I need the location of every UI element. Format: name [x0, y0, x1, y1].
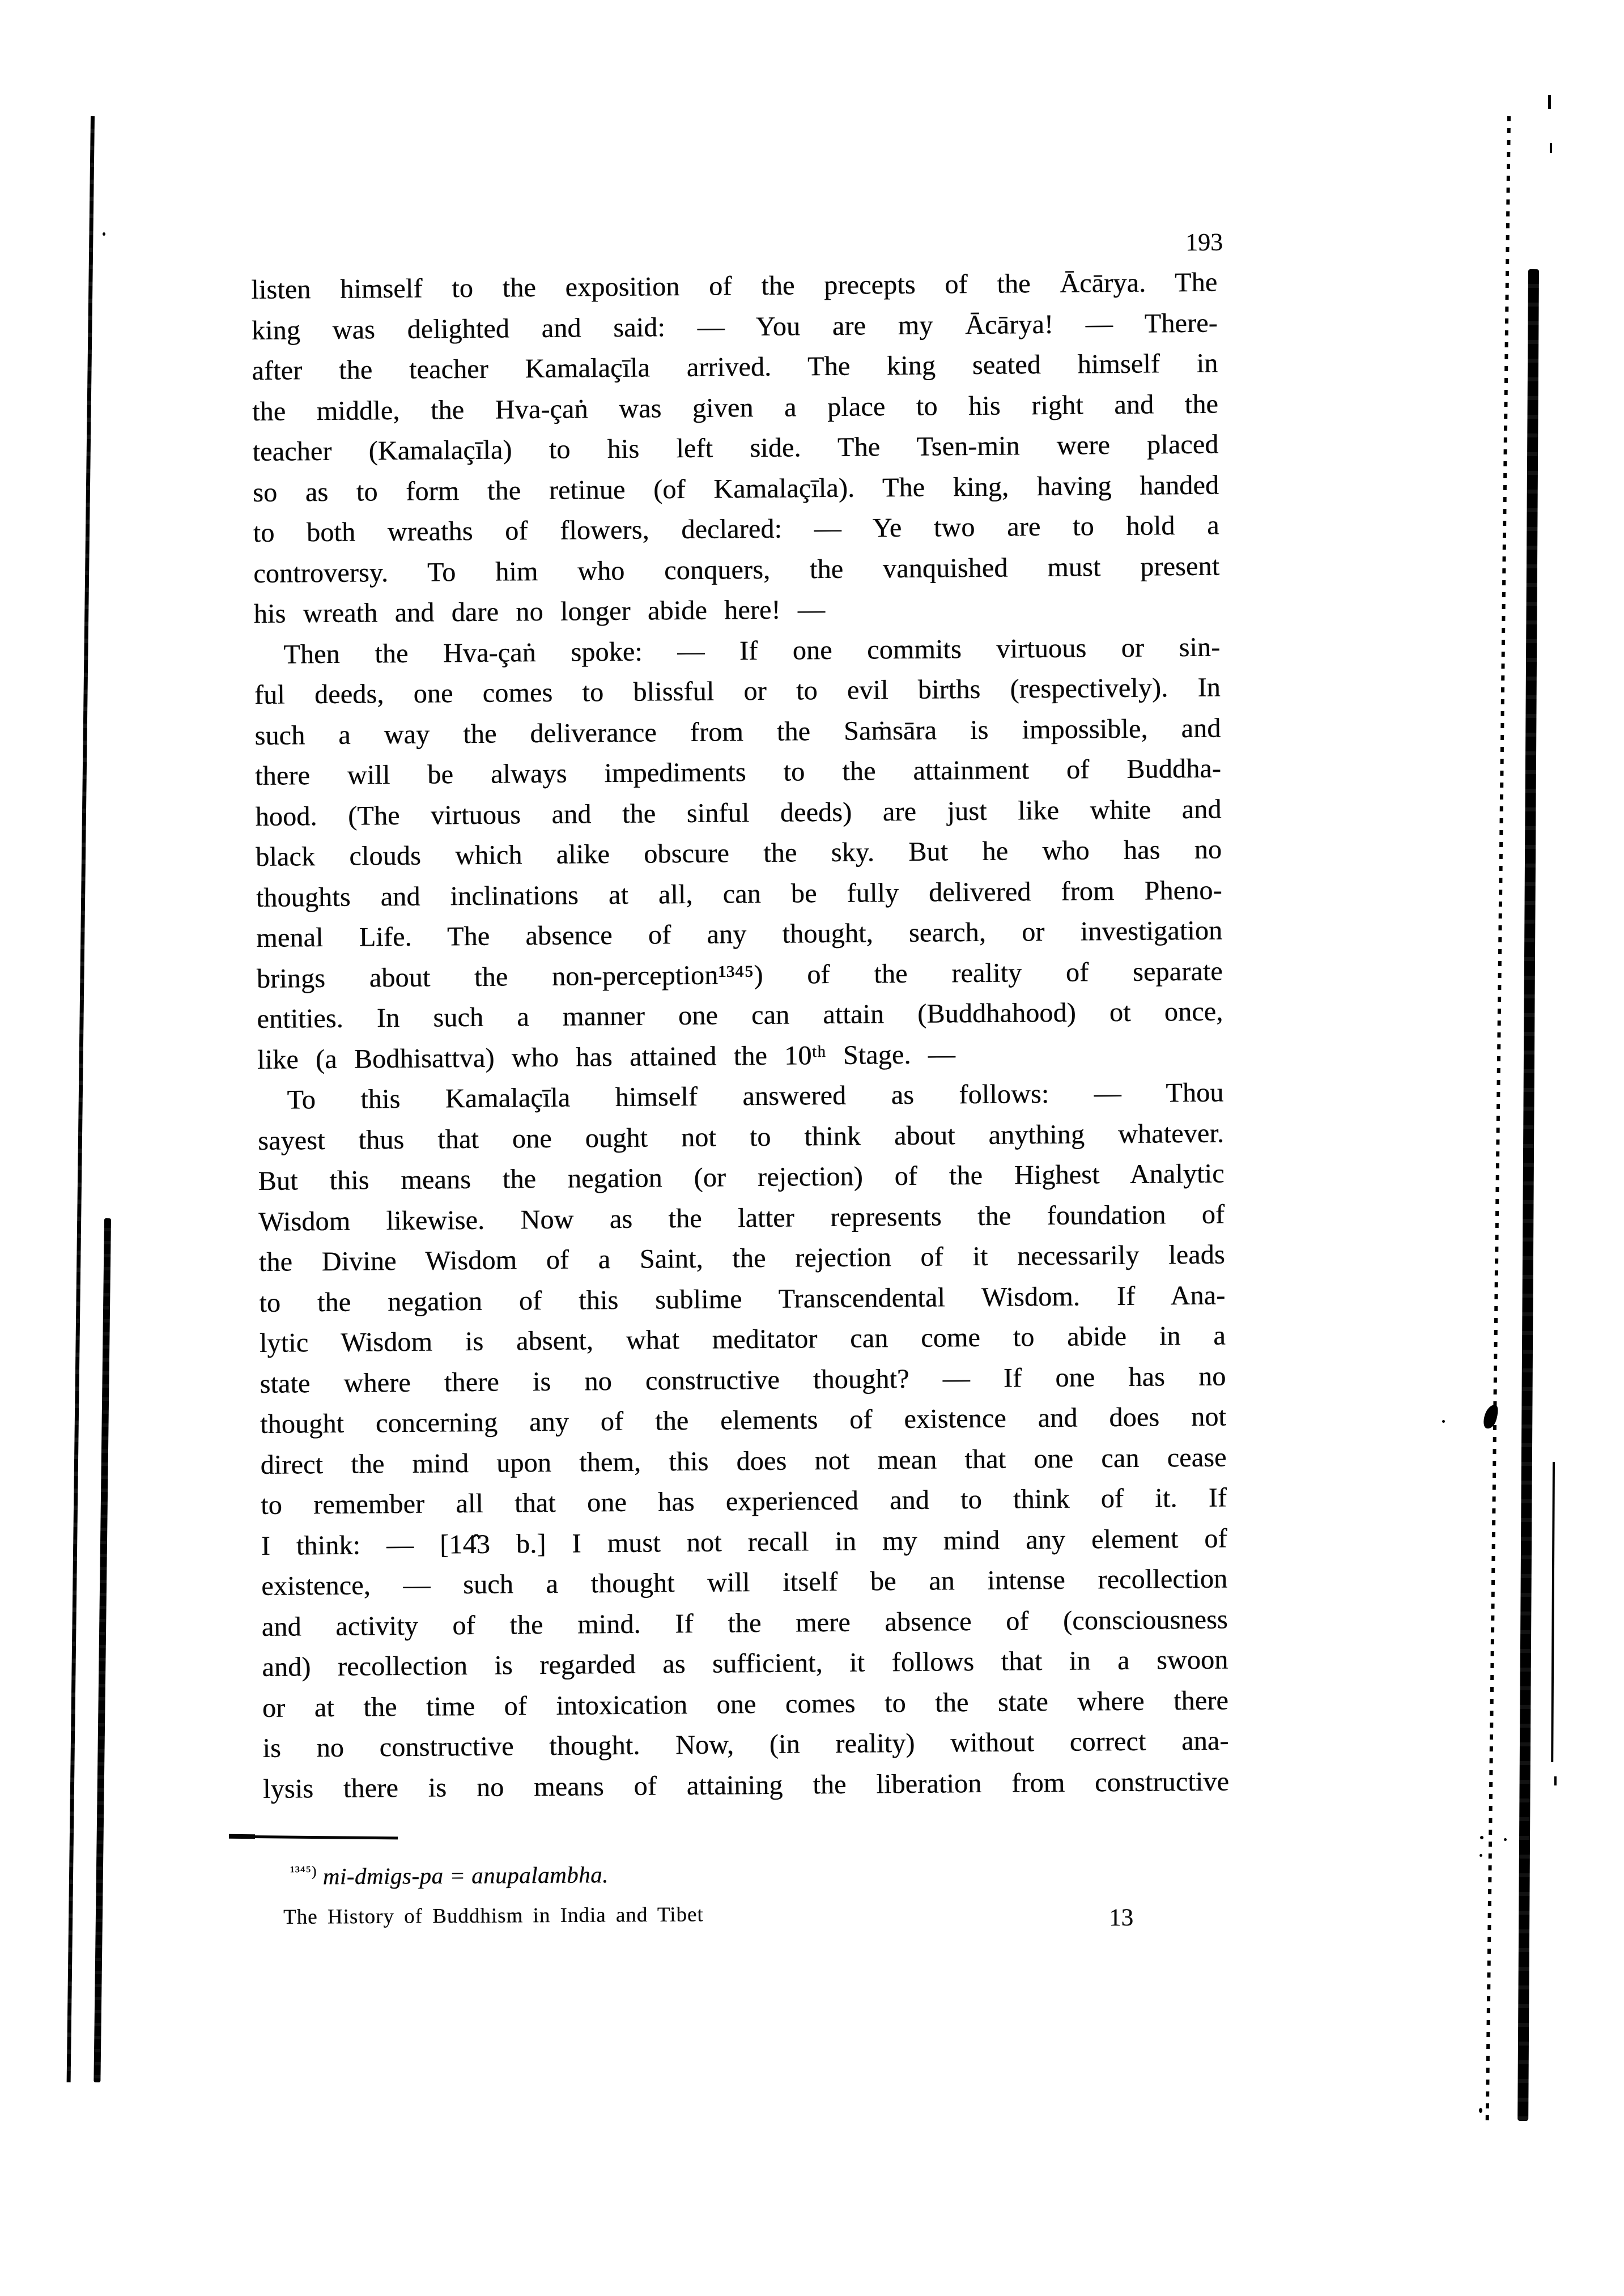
footnote-marker: ¹³⁴⁵) — [290, 1863, 317, 1880]
text-line: and) recollection is regarded as sufficient, it follows that in a swoon — [262, 1644, 1228, 1682]
text-line: his wreath and dare no longer abide here! — — [253, 594, 826, 629]
speck — [1480, 1854, 1482, 1857]
text-line: But this means the negation (or rejection) of the Highest Analytic — [258, 1158, 1225, 1196]
footnote-separator-rule-tip — [229, 1834, 255, 1839]
text-line: Wisdom likewise. Now as the latter represents the foundation of — [258, 1199, 1225, 1237]
text-line: thoughts and inclinations at all, can be fully delivered from Pheno- — [256, 875, 1222, 913]
text-line: sayest thus that one ought not to think about anything whatever. — [257, 1118, 1225, 1156]
text-line: hood. (The virtuous and the sinful deeds) are just like white and — [255, 794, 1222, 832]
scan-dash — [1550, 143, 1552, 153]
footer-page-number: 13 — [1109, 1904, 1133, 1931]
left-binding-line-lower — [93, 1218, 111, 2082]
text-line: black clouds which alike obscure the sky. But he who has no — [255, 834, 1222, 872]
body-text — [251, 262, 1229, 1809]
ink-blot — [1481, 1403, 1501, 1431]
text-line: To this Kamalaçīla himself answered as follows: — Thou — [287, 1077, 1224, 1115]
right-binding-speckle-line — [1486, 116, 1511, 2120]
text-line: is no constructive thought. Now, (in reality) without correct ana- — [262, 1725, 1229, 1763]
text-line: such a way the deliverance from the Saṁsāra is impossible, and — [254, 713, 1221, 751]
text-line: controversy. To him who conquers, the vanquished must present — [253, 551, 1220, 589]
text-line: like (a Bodhisattva) who has attained the 10ᵗʰ Stage. — — [257, 1039, 956, 1075]
text-line: I think: — [14̂3 b.] I must not recall in my mind any element of — [261, 1523, 1227, 1561]
text-line: to both wreaths of flowers, declared: — Ye two are to hold a — [253, 510, 1219, 548]
text-line: or at the time of intoxication one comes to the state where there — [262, 1685, 1229, 1723]
running-footer-title: The History of Buddhism in India and Tibet — [283, 1903, 704, 1929]
text-line: so as to form the retinue (of Kamalaçīla). The king, having handed — [252, 470, 1219, 508]
text-line: lysis there is no means of attaining the liberation from constructive — [262, 1766, 1230, 1804]
text-line: after the teacher Kamalaçīla arrived. The king seated himself in — [252, 348, 1218, 386]
speck — [1504, 1838, 1507, 1841]
text-line: teacher (Kamalaçīla) to his left side. The Tsen-min were placed — [252, 429, 1219, 467]
text-line: entities. In such a manner one can attain (Buddhahood) ot once, — [257, 996, 1223, 1034]
text-line: direct the mind upon them, this does not mean that one can cease — [260, 1442, 1227, 1480]
speck — [1442, 1420, 1445, 1423]
text-line: the middle, the Hva-çaṅ was given a place to his right and the — [252, 389, 1219, 427]
footnote-text: mi-dmigs-pa = anupalambha. — [322, 1861, 609, 1890]
text-line: menal Life. The absence of any thought, search, or investigation — [256, 915, 1223, 953]
text-line: ful deeds, one comes to blissful or to evil births (respectively). In — [254, 672, 1221, 710]
page-number-header: 193 — [1185, 228, 1223, 257]
scan-dash — [1554, 1776, 1557, 1785]
footnote — [290, 1859, 970, 1890]
text-line: brings about the non-perception¹³⁴⁵) of the reality of separate — [256, 956, 1223, 994]
left-binding-line — [67, 116, 95, 2082]
text-line: to remember all that one has experienced and to think of it. If — [260, 1482, 1227, 1520]
text-line: king was delighted and said: — You are my Ācārya! — There- — [251, 308, 1218, 346]
speck — [103, 232, 105, 236]
scan-dash — [1548, 95, 1551, 109]
text-line: listen himself to the exposition of the precepts of the Ācārya. The — [251, 267, 1218, 305]
text-line: the Divine Wisdom of a Saint, the rejection of it necessarily leads — [258, 1239, 1225, 1277]
right-binding-streak — [1517, 269, 1539, 2121]
text-line: Then the Hva-çaṅ spoke: — If one commits virtuous or sin- — [283, 632, 1221, 670]
speck — [1479, 2108, 1482, 2113]
text-line: lytic Wisdom is absent, what meditator can come to abide in a — [259, 1320, 1226, 1358]
speck — [1480, 1836, 1483, 1839]
text-line: there will be always impediments to the attainment of Buddha- — [254, 753, 1222, 791]
text-line: existence, — such a thought will itself be an intense recollection — [261, 1563, 1228, 1601]
right-thin-line — [1551, 1462, 1555, 1762]
text-line: state where there is no constructive thought? — If one has no — [260, 1361, 1226, 1399]
text-line: and activity of the mind. If the mere absence of (consciousness — [261, 1604, 1228, 1642]
text-line: thought concerning any of the elements of existence and does not — [260, 1401, 1227, 1439]
text-line: to the negation of this sublime Transcendental Wisdom. If Ana- — [259, 1280, 1226, 1318]
